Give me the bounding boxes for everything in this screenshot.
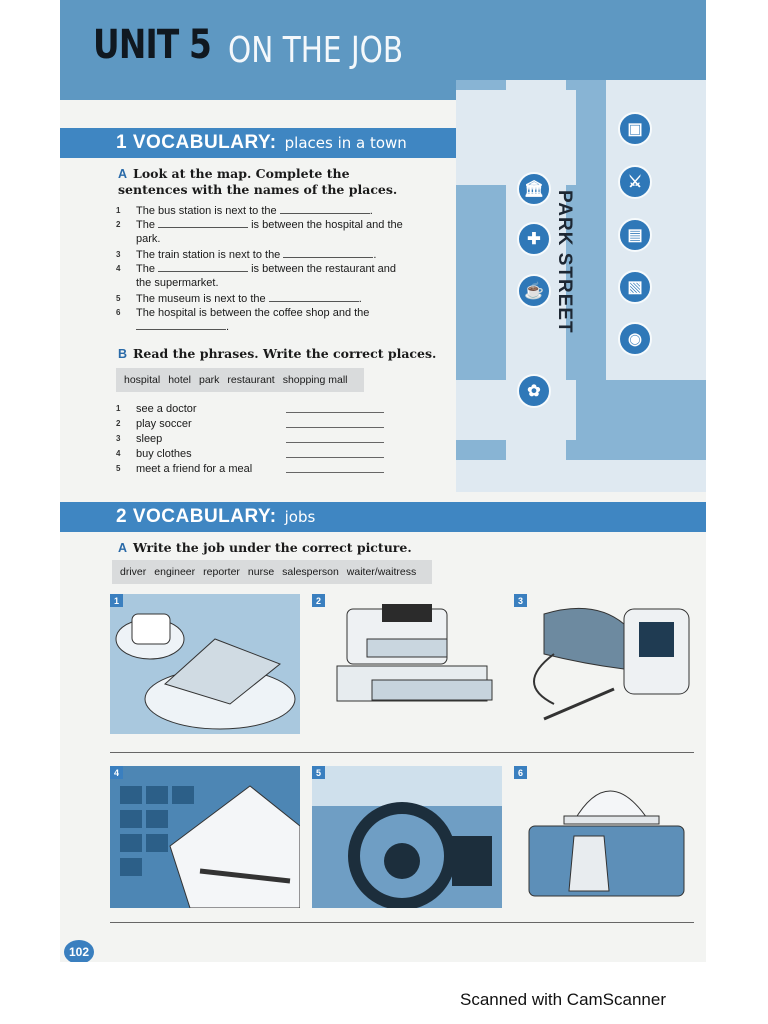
cart-icon: ▧	[618, 270, 652, 304]
answer-blank[interactable]	[158, 262, 248, 272]
answer-line[interactable]	[110, 922, 694, 923]
picture-number: 5	[312, 766, 325, 779]
section2-subtitle: jobs	[284, 508, 316, 526]
exercise-letter: A	[118, 167, 128, 181]
picture-number: 1	[110, 594, 123, 607]
unit-number: UNIT 5	[93, 22, 211, 68]
exercise-letter: A	[118, 541, 128, 555]
sandwich-and-coffee-image	[110, 594, 300, 734]
bus-icon: ▣	[618, 112, 652, 146]
hard-hat-toolbox-image	[514, 766, 694, 908]
list-item: 2 play soccer	[116, 418, 192, 430]
exercise-instruction: Read the phrases. Write the correct places.	[133, 346, 437, 361]
flower-icon: ✿	[517, 374, 551, 408]
coffee-icon: ☕	[517, 274, 551, 308]
answer-blank[interactable]	[136, 320, 226, 330]
list-item: 1 The bus station is next to the .	[116, 205, 373, 217]
picture-number: 6	[514, 766, 527, 779]
answer-blank[interactable]	[283, 248, 373, 258]
answer-blank[interactable]	[158, 218, 248, 228]
exercise-1a-heading	[118, 166, 418, 197]
exercise-1b-heading	[118, 346, 436, 362]
textbook-page	[60, 0, 706, 962]
restaurant-icon: ⚔	[618, 165, 652, 199]
list-item: 5 The museum is next to the .	[116, 293, 362, 305]
answer-blank[interactable]	[269, 292, 359, 302]
section2-title: 2 VOCABULARY:	[116, 506, 277, 527]
museum-icon: 🏛	[517, 172, 551, 206]
list-item: 3 The train station is next to the .	[116, 249, 377, 261]
list-item: 3 sleep	[116, 433, 163, 445]
list-item: 1 see a doctor	[116, 403, 197, 415]
page-number: 102	[64, 940, 94, 962]
exercise-letter: B	[118, 347, 128, 361]
answer-line[interactable]	[286, 472, 384, 473]
keyboard-notepad-image	[110, 766, 300, 908]
cash-register-image	[312, 594, 502, 734]
list-item: 4 The is between the restaurant and the supermarket.	[116, 263, 397, 289]
scanner-footer: Scanned with CamScanner	[460, 990, 667, 1009]
exercise-instruction: Look at the map. Complete the sentences with the names of the places.	[118, 166, 398, 197]
section1-bar	[60, 128, 456, 158]
picture-number: 4	[110, 766, 123, 779]
monitor-illustration	[514, 594, 694, 734]
list-item: 6 The hospital is between the coffee shop and the .	[116, 307, 370, 333]
blood-pressure-monitor-image	[514, 594, 694, 734]
list-item: 5 meet a friend for a meal	[116, 463, 253, 475]
answer-line[interactable]	[110, 752, 694, 753]
map-road	[456, 380, 576, 440]
answer-line[interactable]	[286, 427, 384, 428]
car-icon: ◉	[618, 322, 652, 356]
register-illustration	[312, 594, 502, 734]
answer-line[interactable]	[286, 442, 384, 443]
unit-title: ON THE JOB	[228, 30, 404, 71]
list-item: 4 buy clothes	[116, 448, 192, 460]
picture-number: 2	[312, 594, 325, 607]
hospital-icon: ✚	[517, 222, 551, 256]
hardhat-illustration	[514, 766, 694, 908]
section1-subtitle: places in a town	[284, 134, 407, 152]
word-box: hospital hotel park restaurant shopping mall	[116, 368, 364, 392]
answer-blank[interactable]	[280, 204, 370, 214]
street-name: PARK STREET	[554, 190, 575, 334]
section1-title: 1 VOCABULARY:	[116, 132, 277, 153]
sandwich-illustration	[110, 594, 300, 734]
map-road	[456, 460, 706, 492]
town-map	[456, 80, 706, 492]
exercise-2a-heading	[118, 540, 412, 556]
section2-bar	[60, 502, 706, 532]
list-item: 2 The is between the hospital and the park.	[116, 219, 403, 245]
exercise-instruction: Write the job under the correct picture.	[133, 540, 412, 555]
word-box: driver engineer reporter nurse salesperson waiter/waitress	[112, 560, 432, 584]
answer-line[interactable]	[286, 457, 384, 458]
answer-line[interactable]	[286, 412, 384, 413]
steering-wheel-image	[312, 766, 502, 908]
keyboard-illustration	[110, 766, 300, 908]
wheel-illustration	[312, 766, 502, 908]
hotel-icon: ▤	[618, 218, 652, 252]
picture-number: 3	[514, 594, 527, 607]
